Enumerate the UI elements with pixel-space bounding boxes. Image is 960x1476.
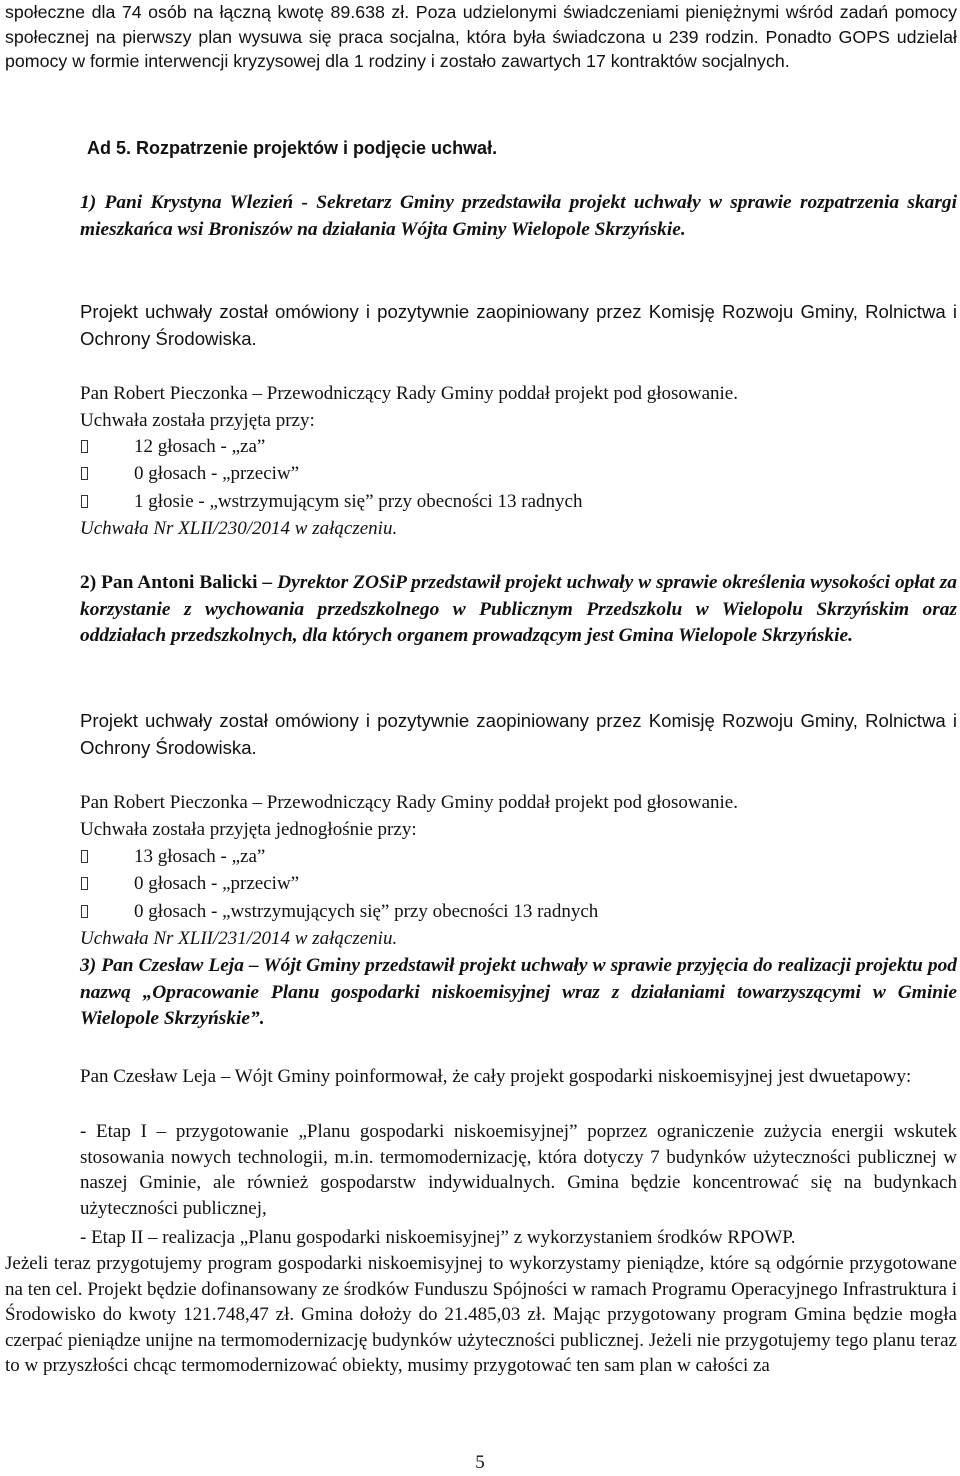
item2-vote-against: [81, 871, 300, 897]
item1-vote-for: [81, 434, 266, 460]
item3-stage1: - Etap I – przygotowanie „Planu gospodarki niskoemisyjnej” poprzez ograniczenie zużycia energii wskutek stosowania nowych technologii, m.in. termomodernizację, która dotyczy 7 budynków użyteczności publicznej w naszej Gminie, ale również gospodarstw indywidualnych. Gmina będzie koncentrować się na budynkach użyteczności publicznej,: [80, 1121, 957, 1219]
vote-text: 13 głosach - „za”: [134, 846, 266, 867]
intro-paragraph: społeczne dla 74 osób na łączną kwotę 89.638 zł. Poza udzielonymi świadczeniami pieniężnymi wśród zadań pomocy społecznej na pierwszy plan wysuwa się praca socjalna, która była świadczona u 239 rodzin. Ponadto GOPS udzielał pomocy w formie interwencji kryzysowej dla 1 rodziny i zostało zawartych 17 kontraktów socjalnych.: [5, 2, 957, 71]
item2-vote-intro: Pan Robert Pieczonka – Przewodniczący Rady Gminy poddał projekt pod głosowanie.: [80, 792, 738, 813]
item2-title-prefix: 2) Pan Antoni Balicki –: [80, 572, 278, 593]
item3-stage2: - Etap II – realizacja „Planu gospodarki niskoemisyjnej” z wykorzystaniem środków RPOWP.: [80, 1227, 796, 1248]
bullet-box-icon: [81, 467, 88, 480]
bullet-box-icon: [81, 877, 88, 890]
vote-text: 0 głosach - „wstrzymujących się” przy obecności 13 radnych: [134, 901, 599, 922]
item1-opinion: Projekt uchwały został omówiony i pozytywnie zaopiniowany przez Komisję Rozwoju Gminy, Rolnictwa i Ochrony Środowiska.: [80, 301, 957, 349]
item2-vote-for: [81, 844, 266, 870]
bullet-box-icon: [81, 905, 88, 918]
page-number: 5: [475, 1452, 485, 1473]
item1-vote-abstain: [81, 489, 583, 515]
item2-adopted: Uchwała została przyjęta jednogłośnie przy:: [80, 819, 417, 840]
item1-vote-intro: Pan Robert Pieczonka – Przewodniczący Rady Gminy poddał projekt pod głosowanie.: [80, 383, 738, 404]
item3-closing: Jeżeli teraz przygotujemy program gospodarki niskoemisyjnej to wykorzystamy pieniądze, które są odgórnie przygotowane na ten cel. Projekt będzie dofinansowany ze środków Funduszu Spójności w ramach Programu Operacyjnego Infrastruktura i Środowisko do kwoty 121.748,47 zł. Gmina dołoży do 21.485,03 zł. Mając przygotowany program Gmina będzie mogła czerpać pieniądze unijne na termomodernizację budynków użyteczności publicznej. Jeżeli nie przygotujemy tego planu teraz to w przyszłości chcąc termomodernizować obiekty, musimy przygotować ten sam plan w całości za: [5, 1253, 957, 1376]
bullet-box-icon: [81, 495, 88, 508]
item3-title: 3) Pan Czesław Leja – Wójt Gminy przedstawił projekt uchwały w sprawie przyjęcia do realizacji projektu pod nazwą „Opracowanie Planu gospodarki niskoemisyjnej wraz z działaniami towarzyszącymi w Gminie Wielopole Skrzyńskie”.: [80, 955, 957, 1029]
bullet-box-icon: [81, 850, 88, 863]
item1-adopted: Uchwała została przyjęta przy:: [80, 410, 315, 431]
vote-text: 1 głosie - „wstrzymującym się” przy obecności 13 radnych: [134, 491, 583, 512]
section-heading: Ad 5. Rozpatrzenie projektów i podjęcie uchwał.: [87, 138, 498, 158]
item1-title: 1) Pani Krystyna Wlezień - Sekretarz Gminy przedstawiła projekt uchwały w sprawie rozpatrzenia skargi mieszkańca wsi Broniszów na działania Wójta Gminy Wielopole Skrzyńskie.: [80, 192, 957, 240]
vote-text: 0 głosach - „przeciw”: [134, 463, 300, 484]
item2-title-rest: Dyrektor ZOSiP przedstawił projekt uchwały w sprawie określenia wysokości opłat za korzystanie z wychowania przedszkolnego w Publicznym Przedszkolu w Wielopolu Skrzyńskim oraz oddziałach przedszkolnych, dla których organem prowadzącym jest Gmina Wielopole Skrzyńskie.: [80, 572, 957, 646]
item2-vote-abstain: [81, 899, 599, 925]
item2-opinion: Projekt uchwały został omówiony i pozytywnie zaopiniowany przez Komisję Rozwoju Gminy, Rolnictwa i Ochrony Środowiska.: [80, 710, 957, 758]
item2-resolution: Uchwała Nr XLII/231/2014 w załączeniu.: [80, 928, 398, 949]
bullet-box-icon: [81, 440, 88, 453]
item3-info: Pan Czesław Leja – Wójt Gminy poinformował, że cały projekt gospodarki niskoemisyjnej jest dwuetapowy:: [80, 1066, 912, 1087]
item2-title: [80, 570, 957, 650]
vote-text: 12 głosach - „za”: [134, 436, 266, 457]
item1-resolution: Uchwała Nr XLII/230/2014 w załączeniu.: [80, 518, 398, 539]
vote-text: 0 głosach - „przeciw”: [134, 873, 300, 894]
item1-vote-against: [81, 461, 300, 487]
